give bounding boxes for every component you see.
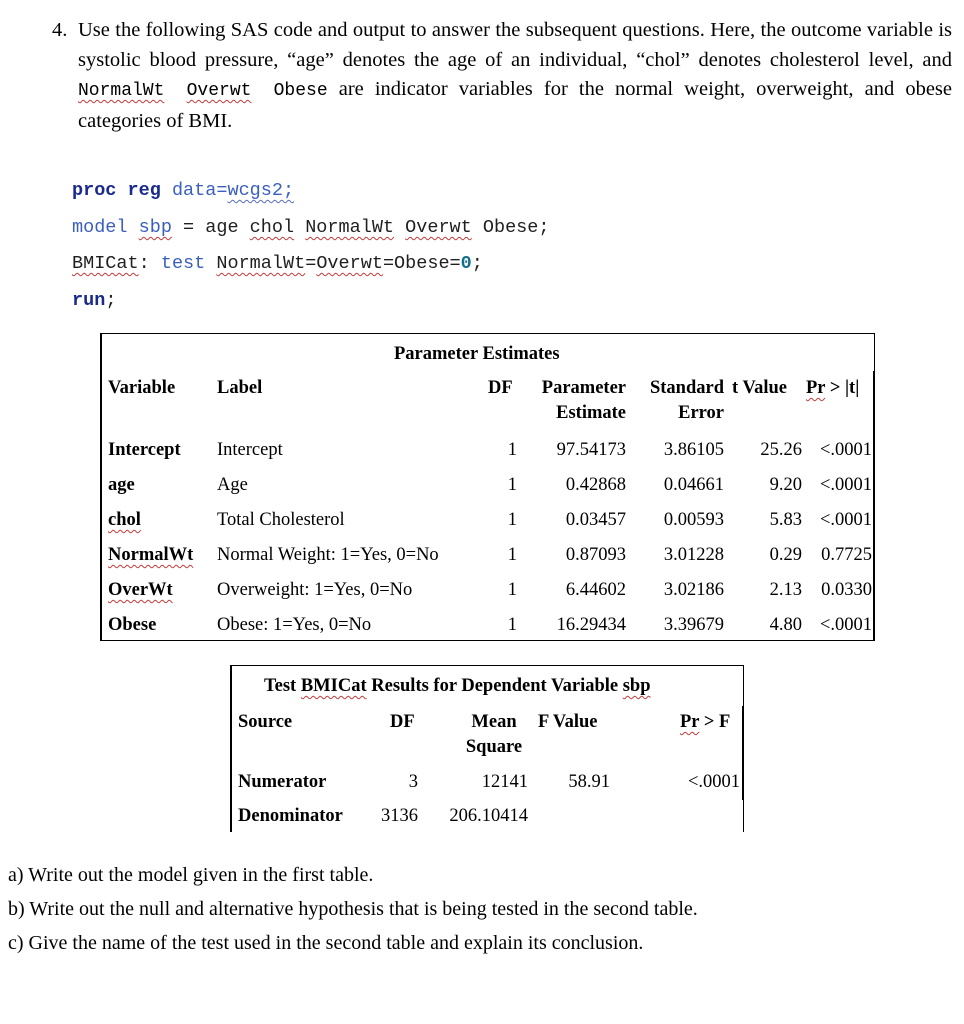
question-number: 4. — [52, 19, 68, 41]
test-row-source: Denominator — [238, 806, 343, 826]
code-line-4 — [72, 290, 116, 311]
row-df: 1 — [507, 510, 517, 530]
row-p: <.0001 — [819, 510, 872, 530]
row-p: <.0001 — [819, 475, 872, 495]
row-p: <.0001 — [819, 615, 872, 635]
test-title-dep: sbp — [622, 676, 651, 696]
test-header-f: F Value — [538, 712, 598, 732]
row-variable: Obese — [108, 615, 157, 635]
test-title-middle: Results for Dependent Variable — [366, 676, 623, 696]
code-test-overwt: Overwt — [316, 253, 383, 274]
header-se-2: Error — [678, 403, 724, 423]
row-se: 3.86105 — [663, 440, 724, 460]
sub-questions — [8, 858, 698, 960]
code-obese: Obese; — [482, 217, 550, 238]
header-p-cond: > |t| — [825, 378, 860, 398]
row-se: 0.00593 — [663, 510, 724, 530]
row-df: 1 — [507, 545, 517, 565]
code-test-eq: = — [305, 253, 317, 274]
test-row-f: 58.91 — [568, 772, 610, 792]
row-estimate: 97.54173 — [556, 440, 626, 460]
var-normalwt: NormalWt — [78, 81, 165, 101]
test-table-title — [264, 676, 651, 697]
row-p: <.0001 — [819, 440, 872, 460]
code-test-obese: =Obese= — [382, 253, 461, 274]
test-row-source: Numerator — [238, 772, 327, 792]
row-df: 1 — [507, 475, 517, 495]
row-df: 1 — [507, 615, 517, 635]
test-row-mean: 206.10414 — [449, 806, 528, 826]
row-df: 1 — [507, 440, 517, 460]
row-estimate: 0.03457 — [565, 510, 626, 530]
code-model: model — [72, 217, 128, 238]
code-chol: chol — [249, 217, 295, 238]
header-se-1: Standard — [649, 378, 724, 398]
row-estimate: 6.44602 — [565, 580, 626, 600]
code-test-normalwt: NormalWt — [216, 253, 306, 274]
code-line-3 — [72, 253, 483, 274]
row-p: 0.7725 — [821, 545, 872, 565]
code-zero: 0 — [460, 253, 472, 274]
part-a: a) Write out the model given in the first table. — [8, 864, 374, 886]
code-overwt: Overwt — [405, 217, 472, 238]
code-equals: = — [171, 217, 206, 238]
header-estimate-2: Estimate — [556, 403, 626, 423]
code-semicolon: ; — [471, 253, 483, 274]
row-estimate: 16.29434 — [556, 615, 626, 635]
test-header-p — [680, 712, 730, 733]
code-bmicat: BMICat — [72, 253, 139, 274]
header-t: t Value — [732, 378, 788, 398]
row-variable: NormalWt — [108, 545, 194, 565]
part-b: b) Write out the null and alternative hypothesis that is being tested in the second table. — [8, 898, 698, 920]
header-p — [806, 378, 859, 399]
code-run: run — [72, 290, 106, 311]
code-sbp: sbp — [138, 217, 172, 238]
question-text — [52, 16, 952, 136]
question-outro: are indicator variables for the normal weight, overweight, and obese categories of BMI. — [78, 78, 952, 132]
test-title-prefix: Test — [264, 676, 301, 696]
test-row-p: <.0001 — [687, 772, 740, 792]
row-variable: age — [108, 475, 135, 495]
code-line-1 — [72, 180, 294, 201]
test-header-p-pr: Pr — [680, 712, 700, 732]
code-age: age — [205, 217, 239, 238]
table-divider — [873, 371, 874, 640]
row-t: 25.26 — [760, 440, 802, 460]
test-header-mean-2: Square — [465, 737, 523, 757]
table-divider — [742, 706, 743, 800]
code-proc: proc — [72, 180, 117, 201]
code-test: test — [160, 253, 206, 274]
test-row-df: 3136 — [381, 806, 418, 826]
header-df: DF — [488, 378, 513, 398]
row-t: 9.20 — [769, 475, 802, 495]
row-label: Overweight: 1=Yes, 0=No — [217, 580, 413, 600]
header-label: Label — [217, 378, 263, 398]
part-c: c) Give the name of the test used in the second table and explain its conclusion. — [8, 932, 644, 954]
row-estimate: 0.87093 — [565, 545, 626, 565]
row-se: 3.39679 — [663, 615, 724, 635]
parameter-estimates-table — [100, 333, 875, 641]
code-data-option: data= — [171, 180, 228, 201]
row-t: 5.83 — [769, 510, 802, 530]
row-label: Age — [217, 475, 248, 495]
test-header-p-cond: > F — [699, 712, 731, 732]
row-label: Normal Weight: 1=Yes, 0=No — [217, 545, 439, 565]
code-normalwt: NormalWt — [305, 217, 395, 238]
test-title-label: BMICat — [300, 676, 367, 696]
code-reg: reg — [127, 180, 161, 201]
row-p: 0.0330 — [821, 580, 872, 600]
test-row-df: 3 — [408, 772, 418, 792]
row-variable: OverWt — [108, 580, 173, 600]
row-se: 3.01228 — [663, 545, 724, 565]
test-header-mean-1: Mean — [471, 712, 517, 732]
row-t: 2.13 — [769, 580, 802, 600]
code-colon: : — [138, 253, 150, 274]
row-df: 1 — [507, 580, 517, 600]
row-se: 0.04661 — [663, 475, 724, 495]
row-label: Total Cholesterol — [217, 510, 345, 530]
row-variable: Intercept — [108, 440, 181, 460]
test-results-table — [230, 665, 744, 832]
test-row-mean: 12141 — [481, 772, 528, 792]
row-t: 4.80 — [769, 615, 802, 635]
test-header-df: DF — [390, 712, 415, 732]
test-header-source: Source — [238, 712, 293, 732]
header-p-pr: Pr — [806, 378, 826, 398]
row-variable: chol — [108, 510, 141, 530]
header-variable: Variable — [108, 378, 176, 398]
code-line-2 — [72, 217, 550, 238]
table-title: Parameter Estimates — [394, 344, 560, 364]
header-estimate-1: Parameter — [541, 378, 626, 398]
row-se: 3.02186 — [663, 580, 724, 600]
code-dataset: wcgs2; — [227, 180, 295, 201]
row-estimate: 0.42868 — [565, 475, 626, 495]
var-obese: Obese — [273, 81, 328, 101]
var-overwt: Overwt — [186, 81, 252, 101]
code-run-semicolon: ; — [105, 290, 117, 311]
question-body — [78, 16, 952, 136]
question-intro: Use the following SAS code and output to answer the subsequent questions. Here, the outcome variable is systolic blood pressure, “age” denotes the age of an individual, “chol” denotes cholesterol level, and — [78, 19, 952, 71]
row-label: Intercept — [217, 440, 283, 460]
row-label: Obese: 1=Yes, 0=No — [217, 615, 372, 635]
row-t: 0.29 — [769, 545, 802, 565]
